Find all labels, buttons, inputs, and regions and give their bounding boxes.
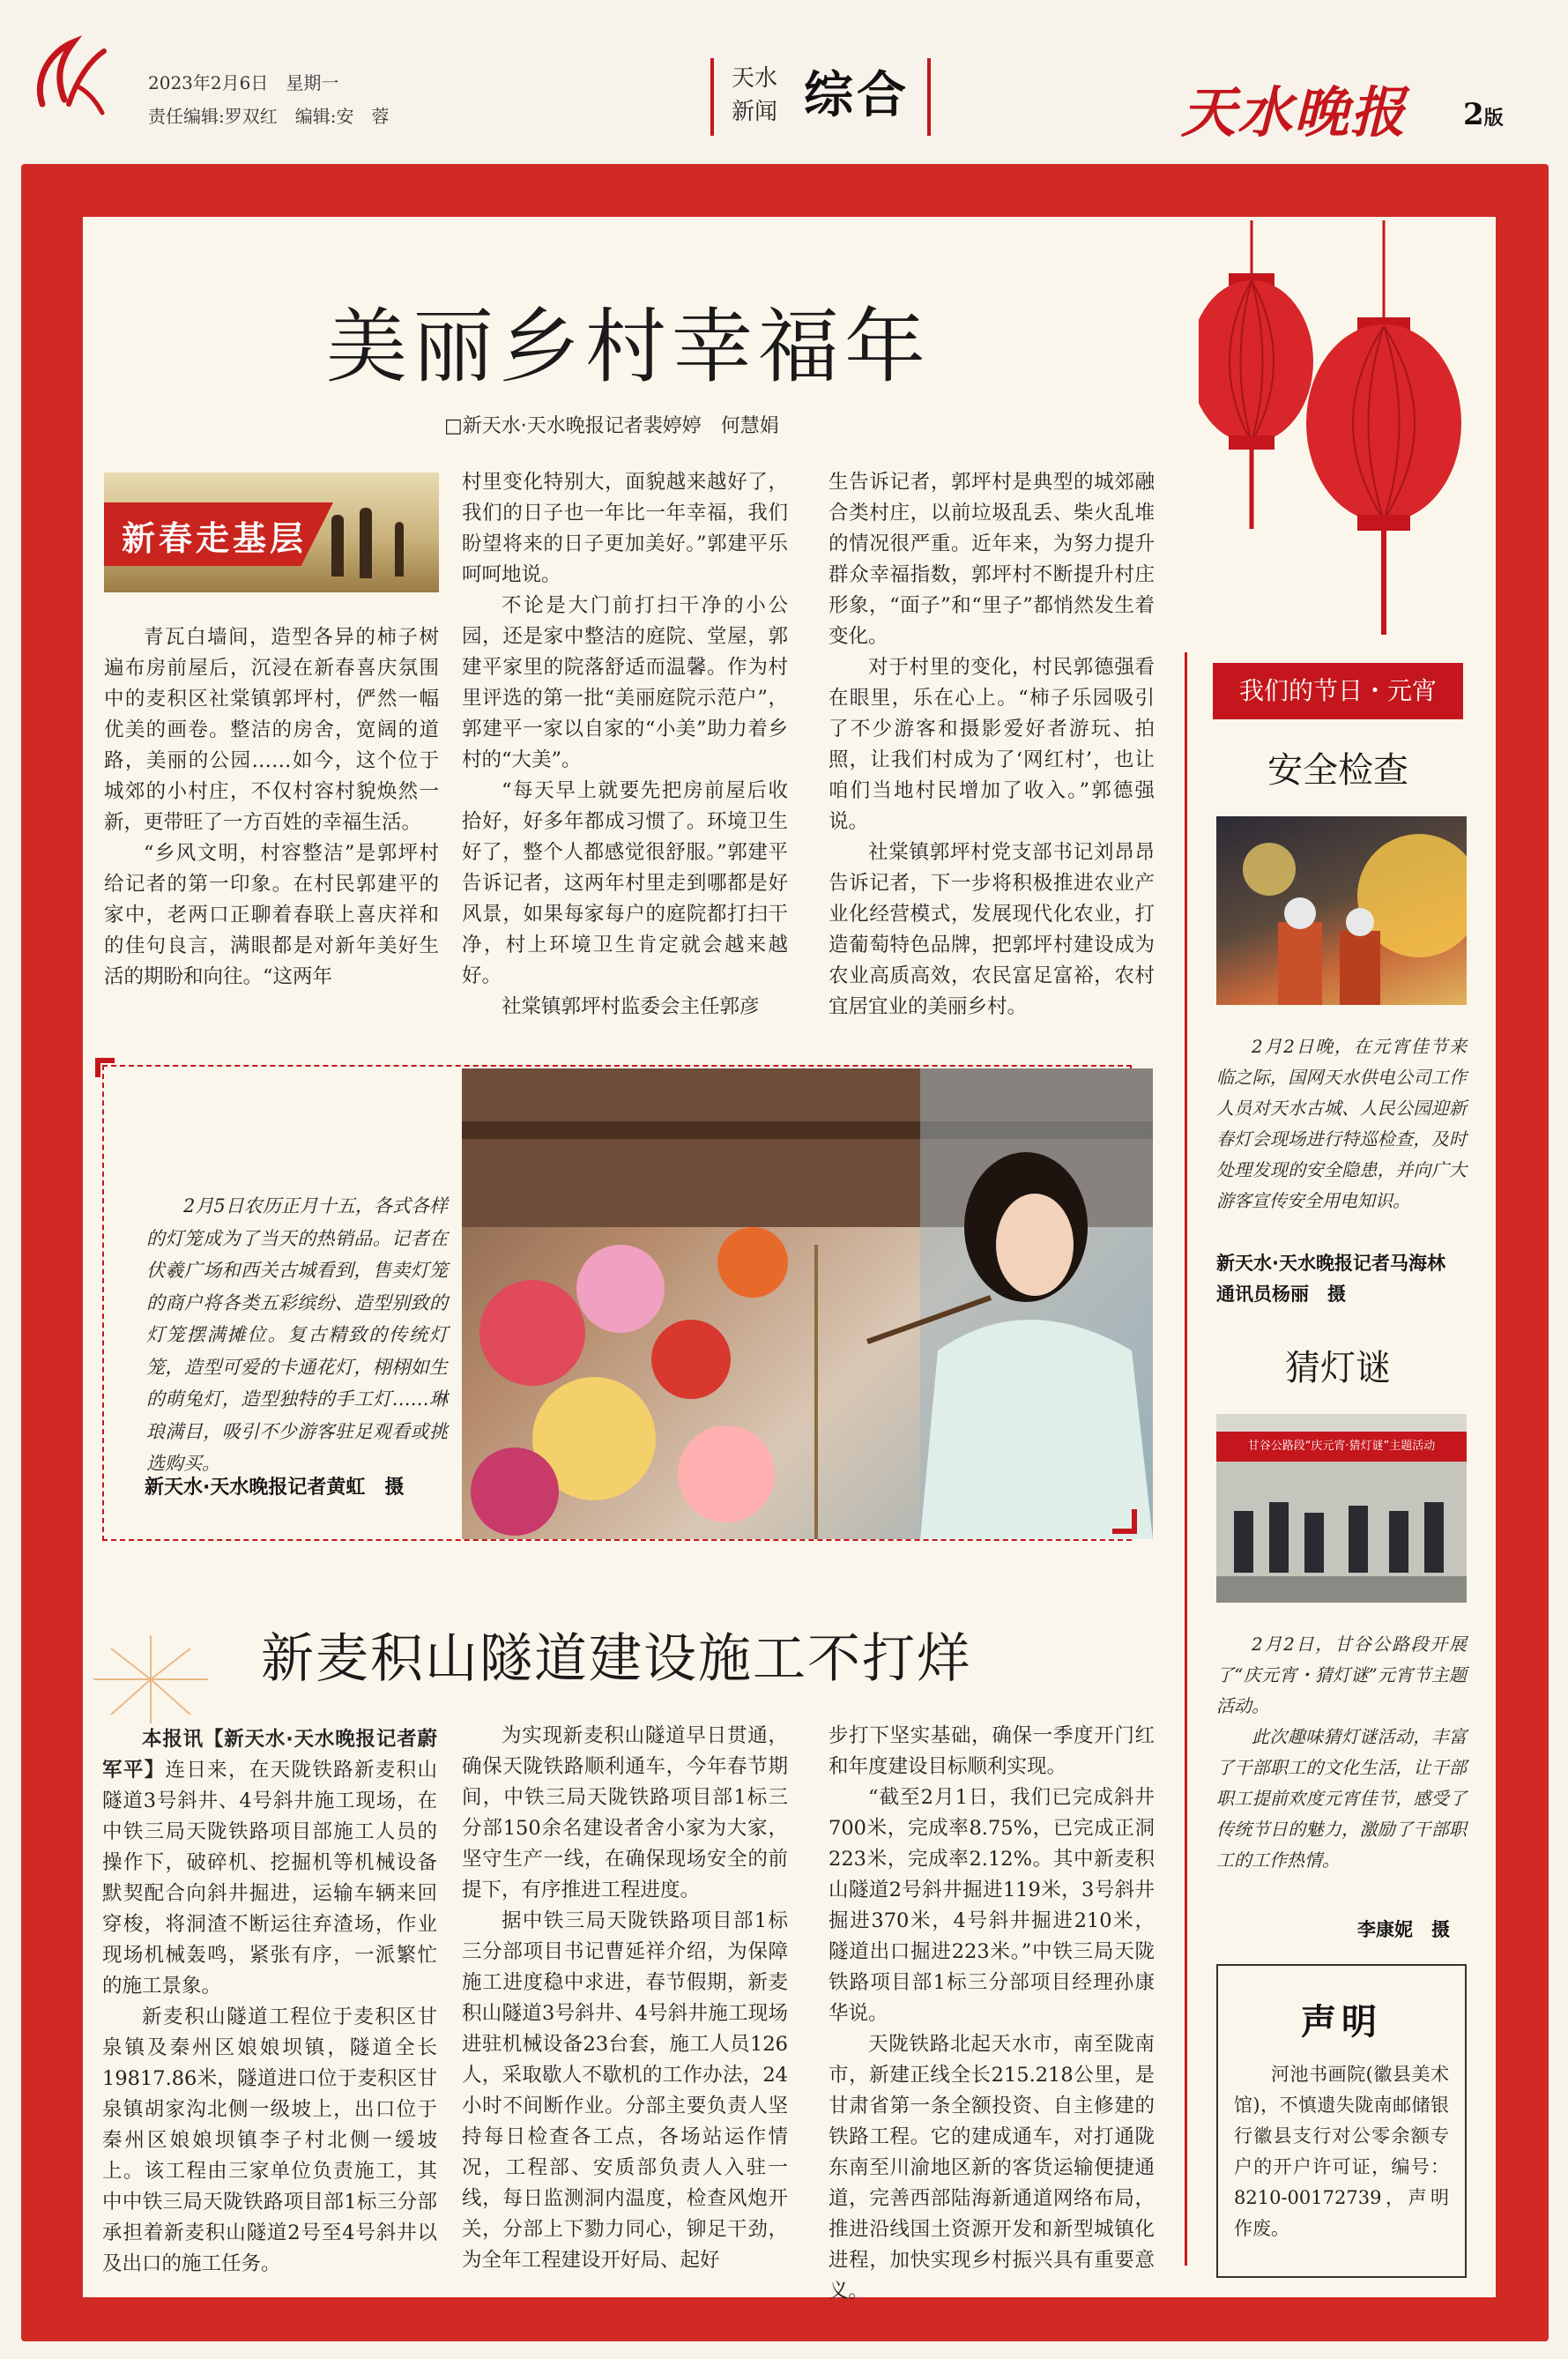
editors-line: 责任编辑:罗双红 编辑:安 蓉 xyxy=(148,106,390,127)
safety-check-photo xyxy=(1216,816,1467,1005)
riddle-heading: 猜灯谜 xyxy=(1285,1348,1391,1388)
tripod-silhouette xyxy=(395,522,404,577)
firework-decoration-icon xyxy=(85,1631,217,1728)
lantern-photo-illustration xyxy=(462,1068,1153,1539)
safety-credit: 新天水·天水晚报记者马海林 通讯员杨丽 摄 xyxy=(1216,1253,1464,1305)
tunnel-article-col3 xyxy=(829,1721,1155,2307)
tunnel-article-col1 xyxy=(102,1724,437,2280)
paragraph: 天陇铁路北起天水市，南至陇南市，新建正线全长215.218公里，是甘肃省第一条全额投资、自主修建的铁路工程。它的建成通车，对打通陇东南至川渝地区新的客货运输便捷通道，完善西部陆海新通道网络布局，推进沿线国土资源开发和新型城镇化进程，加快实现乡村振兴具有重要意义。 xyxy=(829,2033,1155,2303)
paragraph: 社棠镇郭坪村党支部书记刘昂昂告诉记者，下一步将积极推进农业产业化经营模式，发展现代化农业，打造葡萄特色品牌，把郭坪村建设成为农业高质高效，农民富足富裕，农村宜居宜业的美丽乡村。 xyxy=(829,841,1155,1018)
paragraph: “乡风文明，村容整洁”是郭坪村给记者的第一印象。在村民郭建平的家中，老两口正聊着春联上喜庆祥和的佳句良言，满眼都是对新年美好生活的期盼和向往。“这两年 xyxy=(104,842,439,988)
paragraph: 为实现新麦积山隧道早日贯通，确保天陇铁路顺利通车，今年春节期间，中铁三局天陇铁路项目部1标三分部150余名建设者舍小家为大家，坚守生产一线，在确保现场安全的前提下，有序推进工程进度。 xyxy=(462,1724,788,1901)
riddle-event-photo xyxy=(1216,1414,1467,1603)
paragraph: 步打下坚实基础，确保一季度开门红和年度建设目标顺利实现。 xyxy=(829,1724,1155,1778)
paragraph: 据中铁三局天陇铁路项目部1标三分部项目书记曹延祥介绍，为保障施工进度稳中求进，春节假期，新麦积山隧道3号斜井、4号斜井施工现场进驻机械设备23台套，施工人员126人，采取歇人不歇机的工作办法，24小时不间断作业。分部主要负责人坚持每日检查各工点，各场站运作情况，工程部、安质部负责人入驻一线，每日监测洞内温度，检查风炮开关，分部上下勠力同心，铆足干劲，为全年工程建设开好局、起好 xyxy=(462,1909,788,2272)
paragraph: 连日来，在天陇铁路新麦积山隧道3号斜井、4号斜井施工现场，在中铁三局天陇铁路项目部施工人员的操作下，破碎机、挖掘机等机械设备默契配合向斜井掘进，运输车辆来回穿梭，将洞渣不断运往弃渣场，作业现场机械轰鸣，紧张有序，一派繁忙的施工景象。 xyxy=(102,1759,437,1998)
column-banner xyxy=(104,473,439,592)
main-article-col3 xyxy=(829,467,1155,1023)
lantern-photo-credit: 新天水·天水晚报记者黄虹 摄 xyxy=(145,1477,405,1499)
figure-silhouette xyxy=(360,508,372,578)
paragraph: 生告诉记者，郭坪村是典型的城郊融合类村庄，以前垃圾乱丢、柴火乱堆的情况很严重。近年来，为努力提升群众幸福指数，郭坪村不断提升村庄形象，“面子”和“里子”都悄然发生着变化。 xyxy=(829,471,1155,648)
tunnel-article-col2 xyxy=(462,1721,788,2276)
issue-date: 2023年2月6日 星期一 xyxy=(148,72,339,93)
newspaper-name: 天水晚报 xyxy=(1181,80,1408,145)
figure-silhouette xyxy=(331,515,344,577)
paragraph: 村里变化特别大，面貌越来越好了，我们的日子也一年比一年幸福，我们盼望将来的日子更加美好。”郭建平乐呵呵地说。 xyxy=(462,471,788,586)
headline-tunnel: 新麦积山隧道建设施工不打烊 xyxy=(261,1628,971,1690)
paragraph: “截至2月1日，我们已完成斜井700米，完成率8.75%，已完成正洞223米，完成率2.12%。其中新麦积山隧道2号斜井掘进119米，3号斜井掘进370米，4号斜井掘进210米，隧道出口掘进223米。”中铁三局天陇铁路项目部1标三分部项目经理孙康华说。 xyxy=(829,1786,1155,2025)
paragraph: 对于村里的变化，村民郭德强看在眼里，乐在心上。“柿子乐园吸引了不少游客和摄影爱好者游玩、拍照，让我们村成为了‘网红村’，也让咱们当地村民增加了收入。”郭德强说。 xyxy=(829,656,1155,833)
notice-body xyxy=(1234,2059,1449,2244)
safety-heading: 安全检查 xyxy=(1267,750,1408,791)
paragraph: 青瓦白墙间，造型各异的柿子树遍布房前屋后，沉浸在新春喜庆氛围中的麦积区社棠镇郭坪村，俨然一幅优美的画卷。整洁的房舍，宽阔的道路，美丽的公园……如今，这个位于城郊的小村庄，不仅村容村貌焕然一新，更带旺了一方百姓的幸福生活。 xyxy=(104,626,439,834)
lantern-market-photo xyxy=(462,1068,1153,1539)
caption-text: 此次趣味猜灯谜活动，丰富了干部职工的文化生活，让干部职工提前欢度元宵佳节，感受了传统节日的魅力，激励了干部职工的工作热情。 xyxy=(1216,1726,1467,1871)
riddle-photo-banner: 甘谷公路段“庆元宵·猜灯谜”主题活动 xyxy=(1216,1432,1467,1462)
festival-tag: 我们的节日・元宵 xyxy=(1213,663,1463,719)
red-lantern-icon xyxy=(1199,220,1463,661)
caption-text: 2月2日，甘谷公路段开展了“庆元宵・猜灯谜”元宵节主题活动。 xyxy=(1216,1633,1467,1716)
main-article-col1 xyxy=(104,622,439,993)
notice-title: 声明 xyxy=(1301,2002,1382,2043)
lead-credit: 本报讯【新天水·天水晚报记者蔚军平】 xyxy=(102,1728,437,1782)
sidebar-divider xyxy=(1185,652,1187,2266)
paragraph: 不论是大门前打扫干净的小公园，还是家中整洁的庭院、堂屋，郭建平家里的院落舒适而温馨。作为村里评选的第一批“美丽庭院示范户”，郭建平一家以自家的“小美”助力着乡村的“大美”。 xyxy=(462,594,788,771)
banner-label: 新春走基层 xyxy=(122,518,308,558)
safety-photo-illustration xyxy=(1216,816,1467,1005)
caption-text: 2月2日晚，在元宵佳节来临之际，国网天水供电公司工作人员对天水古城、人民公园迎新春灯会现场进行特巡检查，及时处理发现的安全隐患，并向广大游客宣传安全用电知识。 xyxy=(1216,1036,1467,1211)
main-article-col2 xyxy=(462,467,788,1023)
paragraph: “每天早上就要先把房前屋后收拾好，好多年都成习惯了。环境卫生好了，整个人都感觉很舒服。”郭建平告诉记者，这两年村里走到哪都是好风景，如果每家每户的庭院都打扫干净，村上环境卫生肯定就会越来越好。 xyxy=(462,779,788,987)
safety-caption xyxy=(1216,1031,1467,1217)
headline-main: 美丽乡村幸福年 xyxy=(326,300,932,394)
byline-main: □新天水·天水晚报记者裴婷婷 何慧娟 xyxy=(444,415,779,437)
paragraph: 新麦积山隧道工程位于麦积区甘泉镇及秦州区娘娘坝镇，隧道全长19817.86米，隧道进口位于麦积区甘泉镇胡家沟北侧一级坡上，出口位于秦州区娘娘坝镇李子村北侧一缓坡上。该工程由三家单位负责施工，其中中铁三局天陇铁路项目部1标三分部承担着新麦积山隧道2号至4号斜井以及出口的施工任务。 xyxy=(102,2006,437,2275)
frame-corner xyxy=(1112,1509,1137,1534)
section-small-label: 天水新闻 xyxy=(732,65,778,125)
riddle-credit: 李康妮 摄 xyxy=(1357,1919,1450,1940)
riddle-caption xyxy=(1216,1629,1467,1876)
newspaper-logo-icon xyxy=(25,25,109,122)
frame-corner xyxy=(95,1058,115,1077)
lantern-photo-caption xyxy=(146,1190,448,1480)
section-title: 综合 xyxy=(804,66,910,124)
paragraph: 社棠镇郭坪村监委会主任郭彦 xyxy=(502,995,760,1018)
caption-text: 2月5日农历正月十五，各式各样的灯笼成为了当天的热销品。记者在伏羲广场和西关古城看到，售卖灯笼的商户将各类五彩缤纷、造型别致的灯笼摆满摊位。复古精致的传统灯笼，造型可爱的卡通花灯，栩栩如生的萌兔灯，造型独特的手工灯……琳琅满目，吸引不少游客驻足观看或挑选购买。 xyxy=(146,1195,448,1474)
page-number: 2版 xyxy=(1463,97,1504,132)
notice-text: 河池书画院(徽县美术馆)，不慎遗失陇南邮储银行徽县支行对公零余额专户的开户许可证，编号：8210-00172739，声明作废。 xyxy=(1234,2064,1449,2239)
